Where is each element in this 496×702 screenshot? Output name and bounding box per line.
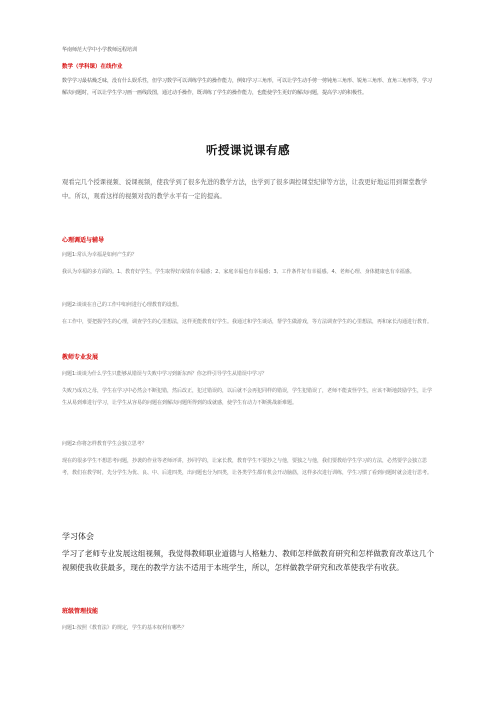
paragraph: 问题2:谈谈在自己的工作中如何进行心理教育的设想。 bbox=[62, 302, 182, 308]
section-title-professional: 教师专业发展 bbox=[62, 354, 99, 361]
paragraph: 现在的很多学生不想思考问题，抄袭的作业等老师评讲，抄同学的，让家长教，教育学生不要抄之与他，要独之与他，我们要教给学生学习的方法，必然要学会独立思考，教们在教学时，先分学生为优、良、中、后进四类，出问题也分为四类，让各类学生都有机会开动脑筋，这样多次进行训练，学生习惯了看到问题时就会进行思考。 bbox=[62, 458, 433, 477]
reflection-title: 学习体会 bbox=[62, 532, 94, 541]
paragraph: 失败乃成功之母，学生在学习中必然会不断犯错，然后改正，犯过错误的，以后就不会再犯同样的错误，学生犯错误了，老师不能责怪学生，应该不断地鼓励学生，让学生从易到难进行学习，让学生从容易的问题在到解决问题所得到的成就感，使学生有动力不断挑战新难题。 bbox=[62, 388, 433, 407]
section-title-psychology: 心理调适与辅导 bbox=[62, 237, 105, 244]
section-title-class-management: 班级管理技能 bbox=[62, 608, 99, 615]
main-title: 听授课说课有感 bbox=[206, 143, 290, 157]
paragraph: 问题1:按照《教育法》的规定，学生的基本权利有哪些？ bbox=[62, 625, 187, 631]
paragraph: 在工作中，要把握学生的心理，调查学生的心里想法，这样更能教育好学生。我通过和学生谈话，帮学生做游戏，等方法调查学生的心里想法，再和家长沟通进行教育。 bbox=[62, 319, 433, 325]
paragraph: 问题1:谈谈为什么学生只能够从错误与失败中学习到新东西？你怎样引导学生从错误中学习？ bbox=[62, 371, 267, 377]
paragraph: 问题1:常认为幸福是如何产生的？ bbox=[62, 252, 137, 258]
intro-paragraph: 观看完几个授课视频、说课视频，使我学到了很多先进的教学方法，也学到了很多调控课堂纪律等方法，让我更好地运用到课堂教学中。所以，观看这样的视频对我的教学水平有一定的提高。 bbox=[62, 179, 428, 200]
paragraph: 我认为幸福的多方面的。1、教育好学生，学生取得好成绩有幸福感；2、家庭幸福也有幸福感；3、工作条件好有幸福感。4、老师心理、身体健康也有幸福感。 bbox=[62, 269, 415, 275]
homework-body: 数学学习最枯燥乏味，没有什么娱乐性，但学习数学可以训练学生的操作能力，例如学习三角形，可以让学生动手剪一剪钝角三角形、锐角三角形、直角三角形等，学习解决问题时，可以让学生学习画一画线段图，通过动手操作，既训练了学生的操作能力，也能使学生更好的解决问题，提高学习的积极性。 bbox=[62, 78, 433, 97]
reflection-body: 学习了老师专业发展这组视频，我觉得教师职业道德与人格魅力、教师怎样做教育研究和怎样做教育改革这几个视频使我收获最多，现在的教学方法不适用于本班学生，所以，怎样做教学研究和改革使我学有收获。 bbox=[62, 549, 435, 573]
homework-title: 数学（学科课）在线作业 bbox=[62, 64, 123, 70]
page-header: 华南师范大学中小学教师远程培训 bbox=[62, 47, 138, 53]
paragraph: 问题2:你将怎样教育学生会独立思考？ bbox=[62, 441, 147, 447]
